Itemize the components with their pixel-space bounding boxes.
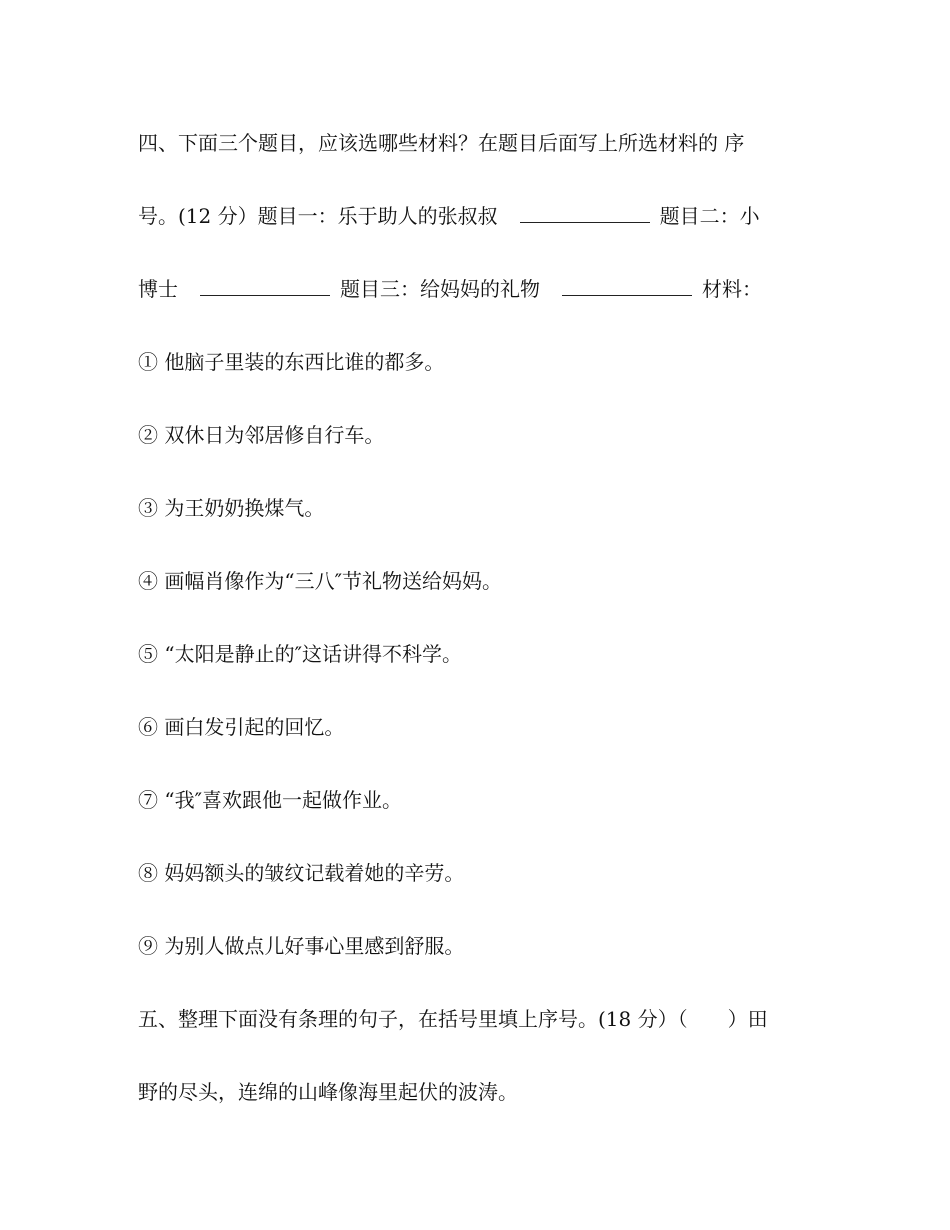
sentence-text: 野的尽头，连绵的山峰像海里起伏的波涛。	[138, 1080, 518, 1104]
material-text: ⑧ 妈妈额头的皱纹记载着她的辛劳。	[138, 861, 465, 885]
topic-three-label: 题目三：给妈妈的礼物	[340, 277, 540, 301]
material-text: ④ 画幅肖像作为“三八″节礼物送给妈妈。	[138, 569, 503, 593]
topic-two-label-start: 题目二：小	[659, 204, 760, 228]
material-text: ⑤ “太阳是静止的″这话讲得不科学。	[138, 642, 463, 666]
material-item-9	[138, 931, 828, 961]
material-text: ② 双休日为邻居修自行车。	[138, 423, 385, 447]
section-four-heading	[138, 128, 828, 158]
material-item-5	[138, 639, 828, 669]
topic-one-label: 号。(12 分）题目一：乐于助人的张叔叔	[138, 204, 498, 228]
material-item-1	[138, 347, 828, 377]
section-four-topic-line-2	[138, 274, 828, 304]
topic-three-answer-blank[interactable]	[562, 275, 692, 296]
topic-one-answer-blank[interactable]	[520, 202, 650, 223]
material-text: ⑥ 画白发引起的回忆。	[138, 715, 345, 739]
section-five-sentence	[138, 1077, 828, 1107]
sentence-start: ）田	[727, 1007, 768, 1031]
section-five-instruction: 五、整理下面没有条理的句子，在括号里填上序号。(18 分）（	[138, 1007, 688, 1031]
topic-two-answer-blank[interactable]	[200, 275, 330, 296]
material-item-6	[138, 712, 828, 742]
material-item-7	[138, 785, 828, 815]
section-four-topic-line-1	[138, 201, 828, 231]
material-item-2	[138, 420, 828, 450]
material-item-3	[138, 493, 828, 523]
topic-two-label-end: 博士	[138, 277, 178, 301]
section-five-heading	[138, 1004, 828, 1034]
material-text: ① 他脑子里装的东西比谁的都多。	[138, 350, 445, 374]
materials-label: 材料：	[702, 277, 762, 301]
material-text: ⑨ 为别人做点儿好事心里感到舒服。	[138, 934, 465, 958]
material-item-4	[138, 566, 828, 596]
material-item-8	[138, 858, 828, 888]
material-text: ③ 为王奶奶换煤气。	[138, 496, 325, 520]
section-four-instruction: 四、下面三个题目，应该选哪些材料？在题目后面写上所选材料的 序	[138, 131, 745, 155]
material-text: ⑦ “我″喜欢跟他一起做作业。	[138, 788, 403, 812]
